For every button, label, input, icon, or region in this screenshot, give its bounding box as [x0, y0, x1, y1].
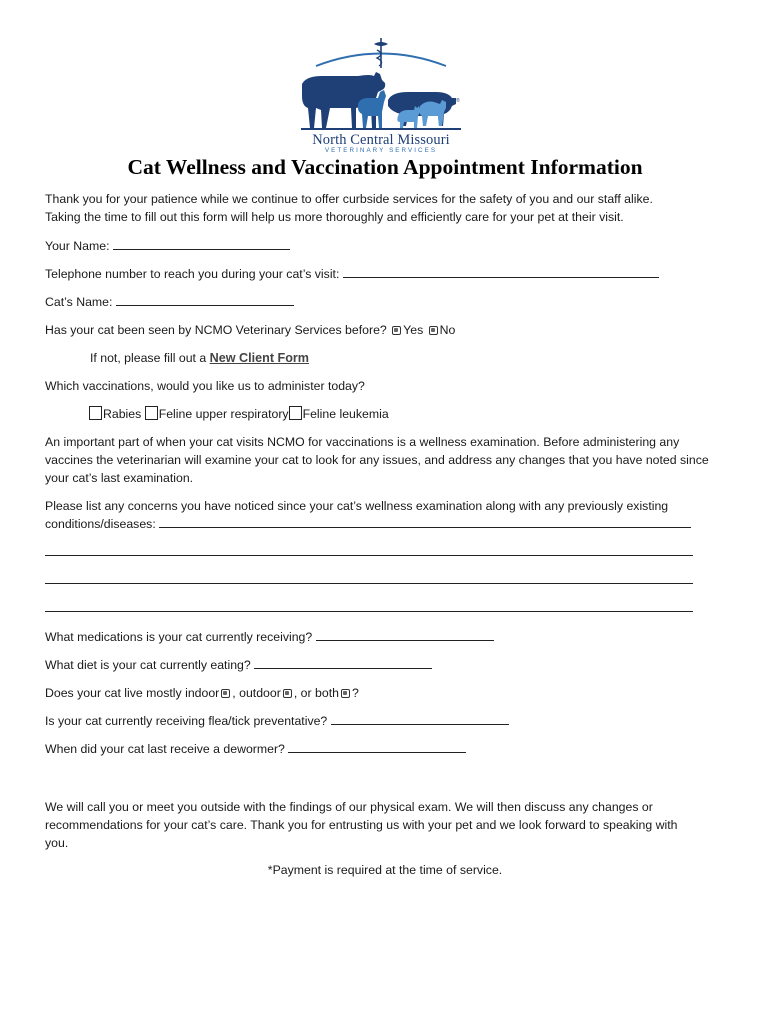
new-client-row [90, 349, 309, 367]
outdoor-label: , outdoor [232, 686, 281, 700]
medications-field[interactable] [316, 628, 494, 641]
concerns-row [45, 515, 691, 533]
logo-org-name: North Central Missouri [312, 132, 450, 148]
cat-name-label: Cat’s Name: [45, 295, 113, 309]
closing-line-1: We will call you or meet you outside with the findings of our physical exam. We will then discuss any changes or [45, 800, 653, 814]
flea-row [45, 712, 509, 730]
flea-label: Is your cat currently receiving flea/tick preventative? [45, 714, 328, 728]
both-checkbox[interactable] [341, 689, 350, 698]
telephone-field[interactable] [343, 265, 659, 278]
living-question-mark: ? [351, 686, 359, 700]
seen-before-row [45, 321, 455, 339]
telephone-row [45, 265, 659, 283]
seen-before-yes-label: Yes [403, 323, 424, 337]
seen-before-yes-checkbox[interactable] [392, 326, 401, 335]
both-label: , or both [293, 686, 339, 700]
your-name-label: Your Name: [45, 239, 110, 253]
new-client-form-link[interactable]: New Client Form [209, 351, 310, 365]
diet-label: What diet is your cat currently eating? [45, 658, 251, 672]
feline-upper-respiratory-checkbox[interactable] [145, 406, 158, 420]
dewormer-field[interactable] [288, 740, 466, 753]
payment-note: *Payment is required at the time of service. [267, 863, 503, 877]
page-title: Cat Wellness and Vaccination Appointment Information [127, 155, 643, 179]
dewormer-label: When did your cat last receive a dewormer? [45, 742, 285, 756]
concerns-row-4 [45, 599, 693, 617]
closing-line-2: recommendations for your cat’s care. Thank you for entrusting us with your pet and we look forward to speaking with [45, 818, 678, 832]
flea-field[interactable] [331, 712, 509, 725]
logo-graphic [296, 36, 466, 136]
diet-row [45, 656, 432, 674]
concerns-label: conditions/diseases: [45, 517, 156, 531]
exam-line-3: your cat’s last examination. [45, 471, 194, 485]
cat-name-row [45, 293, 294, 311]
feline-leukemia-label: Feline leukemia [302, 407, 389, 421]
concerns-row-3 [45, 571, 693, 589]
concerns-field-4[interactable] [45, 599, 693, 612]
dewormer-row [45, 740, 466, 758]
indoor-label: Does your cat live mostly indoor [45, 686, 220, 700]
seen-before-label: Has your cat been seen by NCMO Veterinary Services before? [45, 323, 387, 337]
seen-before-no-checkbox[interactable] [429, 326, 438, 335]
vaccinations-question: Which vaccinations, would you like us to administer today? [45, 379, 365, 393]
medications-row [45, 628, 494, 646]
feline-leukemia-checkbox[interactable] [289, 406, 302, 420]
exam-line-2: vaccines the veterinarian will examine your cat to look for any issues, and address any changes that you have noted since [45, 453, 709, 467]
new-client-prompt: If not, please fill out a [90, 351, 207, 365]
concerns-line-1: Please list any concerns you have noticed since your cat’s wellness examination along with any previously existing [45, 499, 669, 513]
intro-line-2: Taking the time to fill out this form will help us more thoroughly and efficiently care for your pet at their visit. [45, 210, 624, 224]
exam-line-1: An important part of when your cat visits NCMO for vaccinations is a wellness examination. Before administering any [45, 435, 680, 449]
concerns-field-1[interactable] [159, 515, 691, 528]
medications-label: What medications is your cat currently receiving? [45, 630, 313, 644]
vaccine-options [89, 405, 389, 423]
cat-name-field[interactable] [116, 293, 294, 306]
telephone-label: Telephone number to reach you during your cat’s visit: [45, 267, 340, 281]
your-name-field[interactable] [113, 237, 290, 250]
closing-line-3: you. [45, 836, 69, 850]
diet-field[interactable] [254, 656, 432, 669]
seen-before-no-label: No [439, 323, 456, 337]
concerns-field-2[interactable] [45, 543, 693, 556]
logo-tagline: VETERINARY SERVICES [324, 147, 438, 154]
your-name-row [45, 237, 290, 255]
concerns-field-3[interactable] [45, 571, 693, 584]
concerns-row-2 [45, 543, 693, 561]
dog-icon [419, 100, 446, 126]
logo [296, 36, 466, 158]
living-row [45, 684, 359, 702]
outdoor-checkbox[interactable] [283, 689, 292, 698]
feline-upper-respiratory-label: Feline upper respiratory [158, 407, 289, 421]
rabies-label: Rabies [103, 407, 142, 421]
svg-text:®: ® [456, 98, 460, 104]
intro-line-1: Thank you for your patience while we continue to offer curbside services for the safety of you and our staff alike. [45, 192, 653, 206]
rabies-checkbox[interactable] [89, 406, 102, 420]
indoor-checkbox[interactable] [221, 689, 230, 698]
